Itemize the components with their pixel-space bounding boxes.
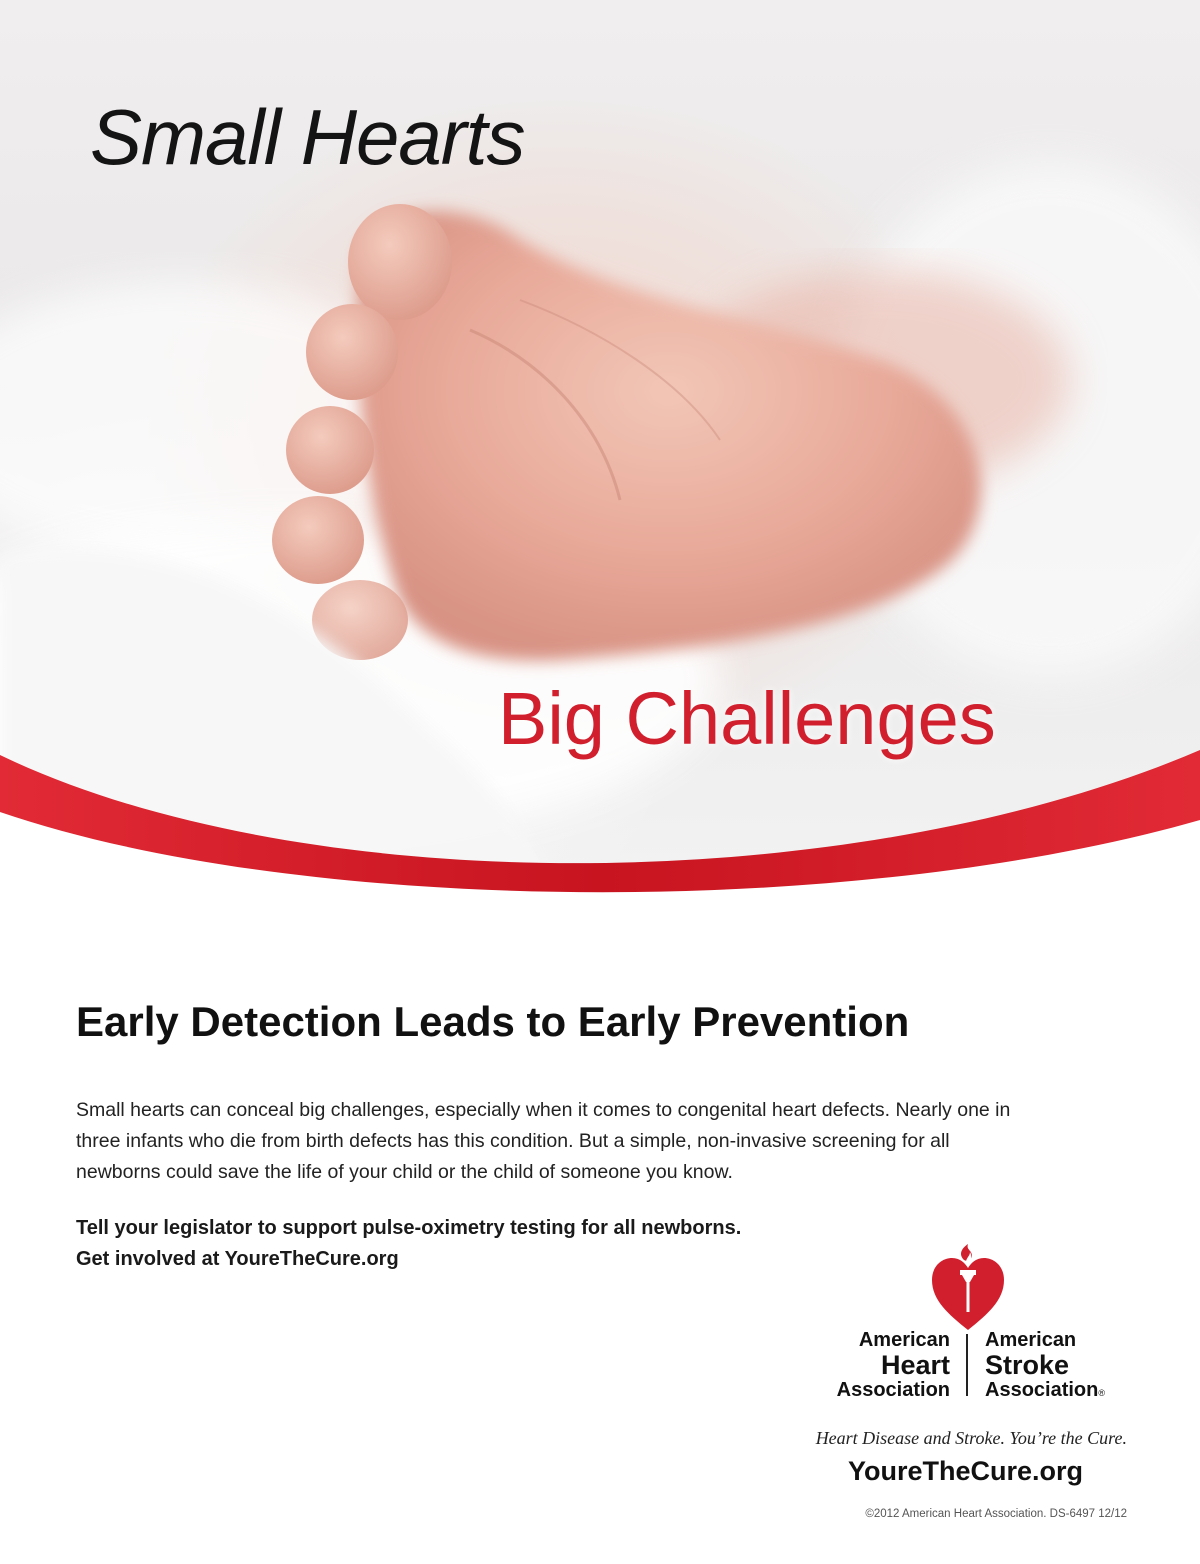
heart-torch-icon [928, 1244, 1008, 1334]
aha-line-association: Association [836, 1379, 950, 1401]
aha-line-american: American [858, 1329, 950, 1351]
footer-tagline: Heart Disease and Stroke. You’re the Cure. [815, 1428, 1127, 1448]
footer-url[interactable]: YoureTheCure.org [847, 1456, 1083, 1486]
logo-divider [966, 1334, 968, 1396]
body-paragraph: Small hearts can conceal big challenges, especially when it comes to congenital heart defects. Nearly one in three infants who die from birth defects has this condition. But a simple, non-invasive screening for all newborns could save the life of your child or the child of someone you know. [76, 1099, 1011, 1183]
asa-line-association: Association® [985, 1379, 1105, 1401]
asa-line-stroke: Stroke [985, 1350, 1070, 1380]
headline-small-hearts: Small Hearts [90, 93, 525, 181]
copyright-notice: ©2012 American Heart Association. DS-6497 12/12 [865, 1508, 1127, 1520]
section-heading: Early Detection Leads to Early Prevention [76, 998, 910, 1045]
cta-line-legislator: Tell your legislator to support pulse-oximetry testing for all newborns. [76, 1217, 742, 1239]
asa-line-american: American [985, 1329, 1077, 1351]
american-heart-association-wordmark [837, 1328, 950, 1402]
registered-mark: ® [1098, 1388, 1105, 1398]
call-to-action [76, 1213, 976, 1275]
headline-big-challenges: Big Challenges [498, 677, 996, 760]
american-stroke-association-wordmark [985, 1328, 1105, 1405]
cta-line-get-involved: Get involved at YoureTheCure.org [76, 1248, 399, 1270]
aha-line-heart: Heart [880, 1350, 950, 1380]
